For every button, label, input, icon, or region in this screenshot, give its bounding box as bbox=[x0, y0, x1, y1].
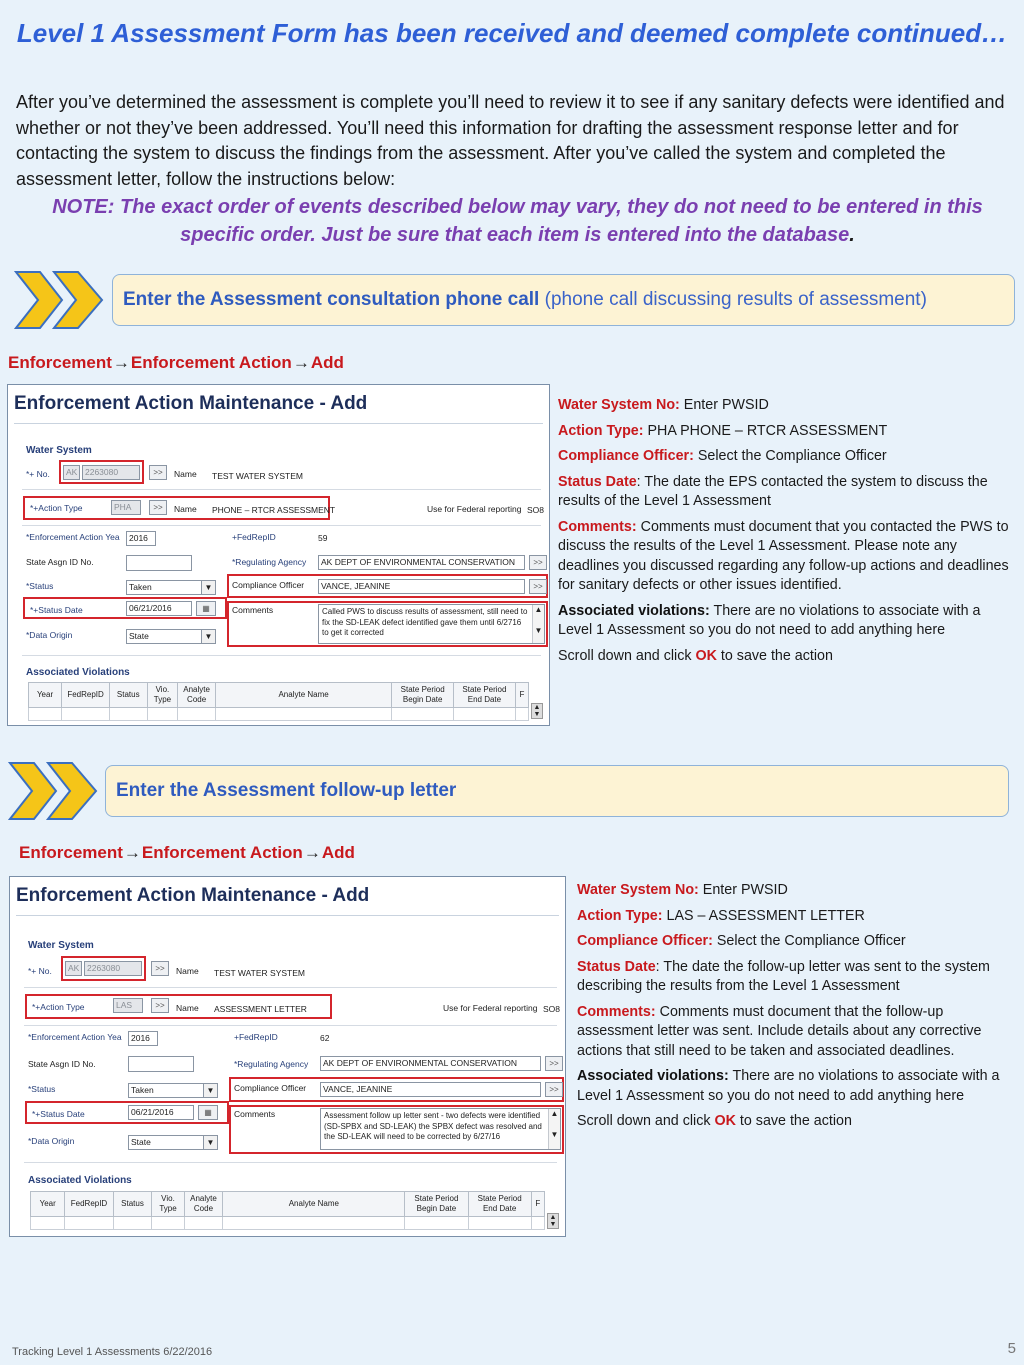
table-row bbox=[31, 1217, 545, 1230]
instruction-text: Comments must document that the follow-up assessment letter was sent. Include details about any corrective actions that still need to be taken and associated deadlines. bbox=[577, 1003, 982, 1059]
scroll-instruction bbox=[558, 647, 1018, 667]
instruction-item bbox=[577, 1003, 1007, 1062]
instruction-text: PHA PHONE – RTCR ASSESSMENT bbox=[643, 422, 888, 439]
status-value: Taken bbox=[129, 582, 152, 592]
column-header[interactable]: Analyte Name bbox=[223, 1192, 405, 1217]
status-date-field[interactable]: 06/21/2016 bbox=[128, 1105, 194, 1120]
ws-prefix-field[interactable]: AK bbox=[65, 961, 82, 976]
page-title: Level 1 Assessment Form has been received and deemed complete continued… bbox=[16, 18, 1008, 48]
officer-lookup-button[interactable]: >> bbox=[545, 1082, 563, 1097]
table-cell bbox=[184, 1217, 223, 1230]
column-header[interactable]: State Period End Date bbox=[468, 1192, 531, 1217]
table-row bbox=[29, 708, 529, 721]
table-cell bbox=[454, 708, 516, 721]
action-name-label: Name bbox=[176, 1003, 199, 1013]
ws-lookup-button[interactable]: >> bbox=[149, 465, 167, 480]
table-cell bbox=[405, 1217, 468, 1230]
crumb-enforcement-action: Enforcement Action bbox=[130, 353, 292, 372]
action-year-field[interactable]: 2016 bbox=[126, 531, 156, 546]
table-scrollbar[interactable]: ▲ ▼ bbox=[547, 1213, 559, 1229]
federal-reporting-label: Use for Federal reporting bbox=[443, 1003, 538, 1013]
officer-lookup-button[interactable]: >> bbox=[529, 579, 547, 594]
column-header[interactable]: Vio. Type bbox=[147, 683, 178, 708]
note-text bbox=[30, 193, 1005, 249]
action-year-field[interactable]: 2016 bbox=[128, 1031, 158, 1046]
scroll-post: to save the action bbox=[716, 647, 833, 664]
chevron-arrows-icon bbox=[14, 270, 106, 330]
instruction-key: Action Type: bbox=[558, 422, 644, 439]
instruction-item bbox=[577, 1067, 1007, 1106]
officer-label: Compliance Officer bbox=[232, 580, 305, 590]
chevron-arrows-icon bbox=[8, 761, 100, 821]
highlight-box bbox=[59, 460, 144, 484]
instruction-key: Comments: bbox=[577, 1003, 656, 1020]
table-cell bbox=[29, 708, 62, 721]
agency-field[interactable]: AK DEPT OF ENVIRONMENTAL CONSERVATION bbox=[320, 1056, 541, 1071]
chevron-down-icon: ▼ bbox=[203, 1136, 217, 1149]
instruction-text: Select the Compliance Officer bbox=[712, 933, 906, 949]
chevron-down-icon: ▼ bbox=[203, 1084, 217, 1097]
instruction-item bbox=[558, 422, 1018, 442]
agency-label: *Regulating Agency bbox=[234, 1059, 309, 1069]
status-date-label: *+Status Date bbox=[32, 1109, 85, 1119]
note-body: NOTE: The exact order of events described below may vary, they do not need to be entered in this specific order. Just be sure that each item is entered into the database bbox=[52, 196, 983, 246]
federal-reporting-label: Use for Federal reporting bbox=[427, 504, 522, 514]
fedrepid-value: 59 bbox=[318, 533, 328, 543]
row-divider bbox=[22, 525, 541, 526]
instruction-text: Select the Compliance Officer bbox=[693, 448, 887, 464]
crumb-enforcement: Enforcement bbox=[8, 353, 112, 372]
instruction-text: LAS – ASSESSMENT LETTER bbox=[662, 907, 865, 924]
agency-label: *Regulating Agency bbox=[232, 557, 307, 567]
crumb-enforcement: Enforcement bbox=[19, 843, 123, 862]
arrow-right-icon: → bbox=[123, 843, 141, 862]
form-screenshot bbox=[9, 876, 566, 1237]
column-header[interactable]: Year bbox=[31, 1192, 65, 1217]
instruction-key: Associated violations: bbox=[558, 602, 710, 619]
water-system-heading: Water System bbox=[26, 445, 92, 456]
column-header[interactable]: Analyte Name bbox=[215, 683, 391, 708]
instruction-text: : The date the EPS contacted the system to discuss the results of the Level 1 Assessment bbox=[558, 473, 988, 509]
federal-reporting-value: SO8 bbox=[543, 1004, 561, 1014]
scroll-post: to save the action bbox=[735, 1113, 852, 1129]
column-header[interactable]: State Period End Date bbox=[454, 683, 516, 708]
comments-text: Assessment follow up letter sent - two defects were identified (SD-SPBX and SD-LEAK) the SPBX defect was resolved and the SD-LEAK will need to be corrected by 6/27/16 bbox=[324, 1111, 542, 1141]
officer-label: Compliance Officer bbox=[234, 1083, 307, 1093]
banner-title: Enter the Assessment follow-up letter bbox=[116, 780, 457, 801]
column-header[interactable]: Status bbox=[113, 1192, 152, 1217]
officer-field[interactable]: VANCE, JEANINE bbox=[320, 1082, 541, 1097]
federal-reporting-value: SO8 bbox=[527, 505, 545, 515]
ws-name-value: TEST WATER SYSTEM bbox=[212, 471, 303, 481]
violations-table bbox=[30, 1191, 545, 1230]
breadcrumb bbox=[19, 843, 355, 863]
status-select[interactable] bbox=[126, 580, 216, 595]
table-cell bbox=[223, 1217, 405, 1230]
action-year-label: *Enforcement Action Yea bbox=[28, 1032, 122, 1042]
comments-label: Comments bbox=[232, 605, 274, 615]
column-header[interactable]: FedRepID bbox=[62, 683, 110, 708]
ws-name-label: Name bbox=[174, 469, 197, 479]
table-cell bbox=[113, 1217, 152, 1230]
ok-button-ref: OK bbox=[714, 1113, 736, 1129]
table-cell bbox=[31, 1217, 65, 1230]
status-date-label: *+Status Date bbox=[30, 605, 83, 615]
section-banner bbox=[112, 274, 1015, 326]
comments-textarea[interactable] bbox=[320, 1108, 561, 1150]
arrow-right-icon: → bbox=[292, 353, 310, 372]
ws-name-label: Name bbox=[176, 966, 199, 976]
instruction-item bbox=[558, 473, 1018, 512]
instruction-item bbox=[577, 958, 1007, 997]
table-cell bbox=[110, 708, 147, 721]
table-cell bbox=[65, 1217, 113, 1230]
instruction-key: Comments: bbox=[558, 518, 637, 535]
data-origin-label: *Data Origin bbox=[26, 630, 73, 640]
action-type-label: *+Action Type bbox=[32, 1002, 85, 1012]
header-divider bbox=[16, 915, 559, 916]
ws-prefix-field[interactable]: AK bbox=[63, 465, 80, 480]
table-cell bbox=[62, 708, 110, 721]
column-header[interactable]: State Period Begin Date bbox=[405, 1192, 468, 1217]
state-asgn-field[interactable] bbox=[126, 555, 192, 571]
status-date-field[interactable]: 06/21/2016 bbox=[126, 601, 192, 616]
scroll-pre: Scroll down and click bbox=[558, 647, 696, 664]
crumb-add: Add bbox=[310, 353, 344, 372]
agency-lookup-button[interactable]: >> bbox=[545, 1056, 563, 1071]
ws-no-field[interactable]: 2263080 bbox=[82, 465, 140, 480]
status-select[interactable] bbox=[128, 1083, 218, 1098]
table-cell bbox=[215, 708, 391, 721]
action-type-label: *+Action Type bbox=[30, 503, 83, 513]
assoc-violations-heading: Associated Violations bbox=[28, 1175, 132, 1186]
instruction-text: Comments must document that you contacted the PWS to discuss the results of the Level 1 Assessment. Please note any deadlines you discussed regarding any follow-up actions and deadlines for sanitary defects or other issues identified. bbox=[558, 518, 1009, 593]
action-type-lookup-button[interactable]: >> bbox=[151, 998, 169, 1013]
column-header[interactable]: State Period Begin Date bbox=[392, 683, 454, 708]
footer-text: Tracking Level 1 Assessments 6/22/2016 bbox=[12, 1346, 213, 1358]
state-asgn-label: State Asgn ID No. bbox=[28, 1059, 96, 1069]
table-cell bbox=[392, 708, 454, 721]
instruction-item bbox=[558, 518, 1018, 596]
column-header[interactable]: Year bbox=[29, 683, 62, 708]
officer-field[interactable]: VANCE, JEANINE bbox=[318, 579, 525, 594]
header-divider bbox=[14, 423, 543, 424]
data-origin-select[interactable] bbox=[128, 1135, 218, 1150]
note-period: . bbox=[849, 224, 855, 246]
action-type-field[interactable]: PHA bbox=[111, 500, 141, 515]
data-origin-value: State bbox=[131, 1137, 151, 1147]
ws-no-label: *+ No. bbox=[26, 469, 50, 479]
ws-no-label: *+ No. bbox=[28, 966, 52, 976]
data-origin-label: *Data Origin bbox=[28, 1136, 75, 1146]
column-header[interactable]: Vio. Type bbox=[152, 1192, 184, 1217]
action-name-value: ASSESSMENT LETTER bbox=[214, 1004, 307, 1014]
table-cell bbox=[531, 1217, 544, 1230]
action-type-field[interactable]: LAS bbox=[113, 998, 143, 1013]
table-cell bbox=[468, 1217, 531, 1230]
scroll-instruction bbox=[577, 1112, 1007, 1132]
instruction-text: There are no violations to associate with a Level 1 Assessment so you do not need to add anything here bbox=[577, 1068, 1000, 1104]
action-name-value: PHONE – RTCR ASSESSMENT bbox=[212, 505, 336, 515]
row-divider bbox=[24, 987, 557, 988]
status-label: *Status bbox=[26, 581, 54, 591]
column-header[interactable]: Status bbox=[110, 683, 147, 708]
instructions-panel bbox=[577, 881, 1007, 1138]
status-label: *Status bbox=[28, 1084, 56, 1094]
comments-textarea[interactable] bbox=[318, 604, 545, 644]
violations-table bbox=[28, 682, 529, 721]
instruction-item bbox=[558, 447, 1018, 467]
banner-subtitle: (phone call discussing results of assessment) bbox=[539, 289, 927, 310]
scroll-pre: Scroll down and click bbox=[577, 1113, 715, 1129]
instruction-key: Water System No: bbox=[577, 882, 699, 898]
status-value: Taken bbox=[131, 1085, 154, 1095]
assoc-violations-heading: Associated Violations bbox=[26, 667, 130, 678]
form-header: Enforcement Action Maintenance - Add bbox=[16, 885, 370, 906]
instruction-key: Action Type: bbox=[577, 907, 663, 924]
instruction-text: Enter PWSID bbox=[679, 397, 769, 413]
intro-paragraph: After you’ve determined the assessment is complete you’ll need to review it to see if any sanitary defects were identified and whether or not they’ve been addressed. You’ll need this information for drafting the assessment response letter and for contacting the system to discuss the findings from the assessment. After you’ve called the system and completed the assessment letter, follow the instructions below: bbox=[16, 92, 1005, 189]
column-header[interactable]: F bbox=[531, 1192, 544, 1217]
page-number: 5 bbox=[1007, 1340, 1016, 1357]
arrow-right-icon: → bbox=[112, 353, 130, 372]
column-header[interactable]: Analyte Code bbox=[178, 683, 215, 708]
row-divider bbox=[24, 1025, 557, 1026]
instruction-item bbox=[577, 907, 1007, 927]
fedrepid-label: +FedRepID bbox=[232, 532, 276, 542]
action-type-lookup-button[interactable]: >> bbox=[149, 500, 167, 515]
agency-field[interactable]: AK DEPT OF ENVIRONMENTAL CONSERVATION bbox=[318, 555, 525, 570]
data-origin-value: State bbox=[129, 631, 149, 641]
instruction-key: Water System No: bbox=[558, 397, 680, 413]
instruction-key: Associated violations: bbox=[577, 1068, 729, 1084]
crumb-enforcement-action: Enforcement Action bbox=[141, 843, 303, 862]
water-system-heading: Water System bbox=[28, 940, 94, 951]
chevron-down-icon: ▼ bbox=[201, 630, 215, 643]
comments-text: Called PWS to discuss results of assessment, still need to fix the SD-LEAK defect identified gave them until 6/2716 to get it corrected bbox=[322, 607, 528, 637]
fedrepid-value: 62 bbox=[320, 1033, 330, 1043]
ws-lookup-button[interactable]: >> bbox=[151, 961, 169, 976]
banner-title: Enter the Assessment consultation phone call bbox=[123, 289, 540, 310]
calendar-icon[interactable]: ▦ bbox=[196, 601, 216, 616]
instruction-item bbox=[577, 932, 1007, 952]
table-scrollbar[interactable]: ▲ ▼ bbox=[531, 703, 543, 719]
table-cell bbox=[147, 708, 178, 721]
row-divider bbox=[22, 655, 541, 656]
table-cell bbox=[515, 708, 528, 721]
instruction-item bbox=[558, 602, 1018, 641]
instruction-key: Status Date bbox=[558, 473, 637, 490]
chevron-down-icon: ▼ bbox=[201, 581, 215, 594]
breadcrumb bbox=[8, 353, 344, 373]
calendar-icon[interactable]: ▦ bbox=[198, 1105, 218, 1120]
ws-no-field[interactable]: 2263080 bbox=[84, 961, 142, 976]
action-year-label: *Enforcement Action Yea bbox=[26, 532, 120, 542]
section-banner bbox=[105, 765, 1009, 817]
column-header[interactable]: F bbox=[515, 683, 528, 708]
table-header-row bbox=[29, 683, 529, 708]
instruction-key: Compliance Officer: bbox=[577, 933, 713, 949]
action-name-label: Name bbox=[174, 504, 197, 514]
row-divider bbox=[22, 489, 541, 490]
instruction-text: Enter PWSID bbox=[698, 882, 788, 898]
comments-label: Comments bbox=[234, 1109, 276, 1119]
form-header: Enforcement Action Maintenance - Add bbox=[14, 393, 368, 414]
crumb-add: Add bbox=[321, 843, 355, 862]
instruction-item bbox=[558, 396, 1018, 416]
instruction-key: Compliance Officer: bbox=[558, 448, 694, 464]
arrow-right-icon: → bbox=[303, 843, 321, 862]
table-cell bbox=[152, 1217, 184, 1230]
column-header[interactable]: Analyte Code bbox=[184, 1192, 223, 1217]
fedrepid-label: +FedRepID bbox=[234, 1032, 278, 1042]
scrollbar[interactable]: ▲ ▼ bbox=[548, 1109, 560, 1149]
table-cell bbox=[178, 708, 215, 721]
instruction-text: There are no violations to associate with a Level 1 Assessment so you do not need to add anything here bbox=[558, 602, 981, 638]
state-asgn-field[interactable] bbox=[128, 1056, 194, 1072]
agency-lookup-button[interactable]: >> bbox=[529, 555, 547, 570]
column-header[interactable]: FedRepID bbox=[65, 1192, 113, 1217]
highlight-box bbox=[61, 956, 146, 981]
state-asgn-label: State Asgn ID No. bbox=[26, 557, 94, 567]
data-origin-select[interactable] bbox=[126, 629, 216, 644]
ws-name-value: TEST WATER SYSTEM bbox=[214, 968, 305, 978]
instructions-panel bbox=[558, 396, 1018, 672]
instruction-text: : The date the follow-up letter was sent to the system describing the results from the Level 1 Assessment bbox=[577, 958, 990, 994]
instruction-key: Status Date bbox=[577, 958, 656, 975]
table-header-row bbox=[31, 1192, 545, 1217]
scrollbar[interactable]: ▲ ▼ bbox=[532, 605, 544, 643]
form-screenshot bbox=[7, 384, 550, 726]
row-divider bbox=[24, 1162, 557, 1163]
instruction-item bbox=[577, 881, 1007, 901]
ok-button-ref: OK bbox=[695, 647, 717, 664]
